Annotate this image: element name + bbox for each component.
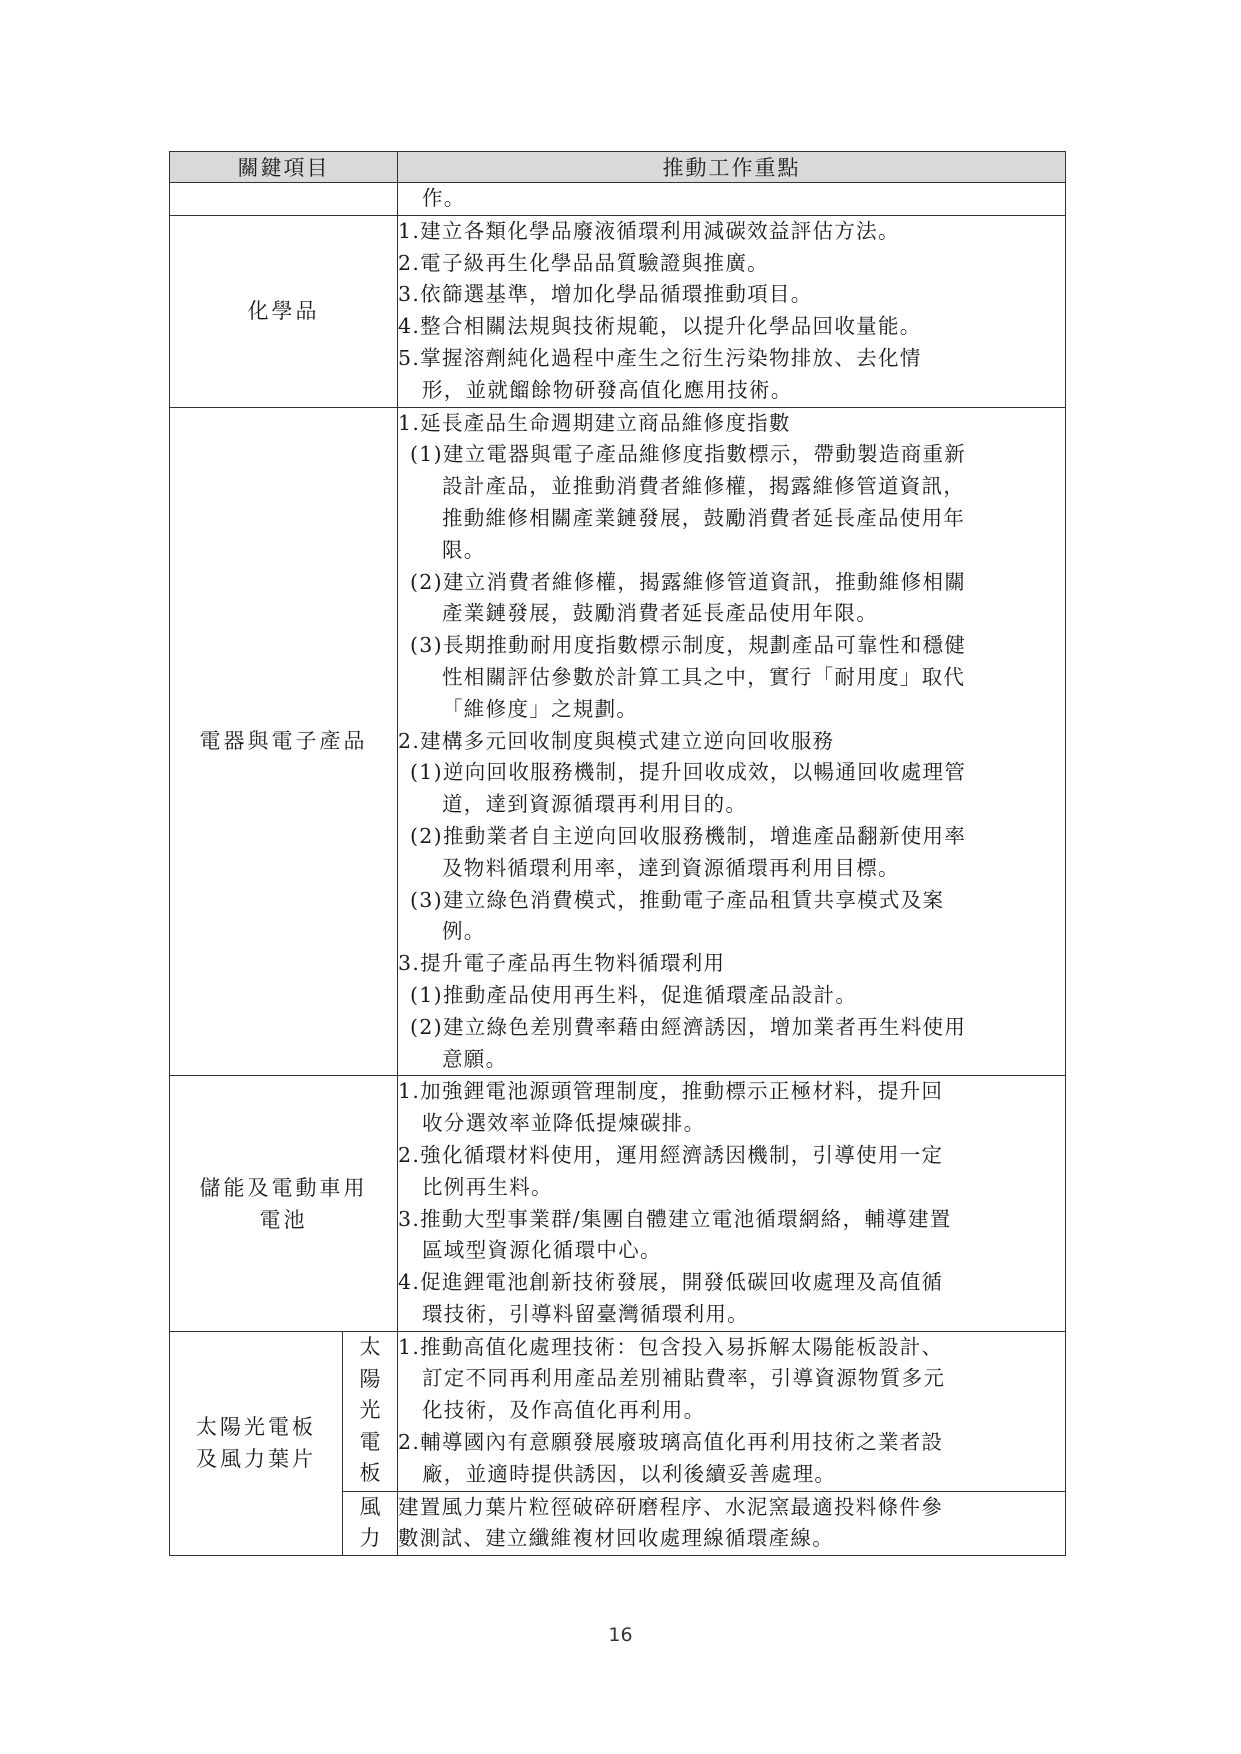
key-item-header: 關鍵項目 (170, 152, 398, 183)
content-line: (1)推動產品使用再生料，促進循環產品設計。 (410, 982, 858, 1007)
content-line: 作。 (422, 186, 466, 210)
content-line: (3)長期推動耐用度指數標示制度，規劃產品可靠性和穩健 (410, 633, 967, 658)
sub-item-cell-solar (343, 1331, 398, 1491)
sub-item-char: 板 (359, 1461, 381, 1486)
sub-item-char: 光 (359, 1398, 381, 1423)
content-line: 比例再生料。 (422, 1174, 553, 1199)
sub-item-char: 陽 (359, 1366, 381, 1391)
content-line: 例。 (442, 919, 486, 944)
content-line: (2)推動業者自主逆向回收服務機制，增進產品翻新使用率 (410, 823, 967, 848)
page-number: 16 (608, 1624, 633, 1646)
work-focus-cell (398, 183, 1066, 216)
key-item-cell: 電器與電子產品 (170, 407, 398, 1076)
content-line: 數測試、建立纖維複材回收處理線循環產線。 (398, 1526, 834, 1551)
work-table (169, 151, 1066, 1556)
content-line: 1.建立各類化學品廢液循環利用減碳效益評估方法。 (398, 218, 900, 243)
content-line: 道，達到資源循環再利用目的。 (442, 792, 748, 817)
content-line: 區域型資源化循環中心。 (422, 1238, 662, 1263)
work-focus-header: 推動工作重點 (398, 152, 1066, 183)
work-focus-cell (398, 1491, 1066, 1556)
content-line: (2)建立消費者維修權，揭露維修管道資訊，推動維修相關 (410, 569, 967, 594)
sub-item-char: 太 (359, 1335, 381, 1360)
content-line: 3.提升電子產品再生物料循環利用 (398, 951, 726, 976)
work-focus-cell (398, 1331, 1066, 1491)
content-line: 形，並就餾餘物研發高值化應用技術。 (422, 377, 793, 402)
content-line: 2.建構多元回收制度與模式建立逆向回收服務 (398, 728, 835, 753)
content-line: 2.強化循環材料使用，運用經濟誘因機制，引導使用一定 (398, 1142, 944, 1167)
table-row (170, 1331, 1066, 1491)
content-line: 環技術，引導料留臺灣循環利用。 (422, 1301, 749, 1326)
content-line: 5.掌握溶劑純化過程中產生之衍生污染物排放、去化情 (398, 345, 922, 370)
content-line: 廠，並適時提供誘因，以利後續妥善處理。 (422, 1461, 837, 1486)
content-line: 「維修度」之規劃。 (442, 696, 639, 721)
key-item-cell: 太陽光電板及風力葉片 (170, 1331, 343, 1556)
key-item-cell (170, 183, 398, 216)
table-header-row (170, 152, 1066, 183)
key-item-cell: 儲能及電動車用電池 (170, 1076, 398, 1331)
content-line: (3)建立綠色消費模式，推動電子產品租賃共享模式及案 (410, 887, 945, 912)
content-line: 訂定不同再利用產品差別補貼費率，引導資源物質多元 (422, 1366, 946, 1391)
sub-item-cell-wind (343, 1491, 398, 1556)
content-line: 1.延長產品生命週期建立商品維修度指數 (398, 410, 791, 435)
sub-item-char: 風 (359, 1494, 381, 1519)
content-line: (1)逆向回收服務機制，提升回收成效，以暢通回收處理管 (410, 760, 967, 785)
content-line: 3.推動大型事業群/集團自體建立電池循環網絡，輔導建置 (398, 1206, 952, 1231)
content-line: 建置風力葉片粒徑破碎研磨程序、水泥窯最適投料條件參 (398, 1494, 943, 1519)
content-line: (2)建立綠色差別費率藉由經濟誘因，增加業者再生料使用 (410, 1014, 967, 1039)
table-row (170, 1076, 1066, 1331)
content-line: 及物料循環利用率，達到資源循環再利用目標。 (442, 855, 900, 880)
content-line: 性相關評估參數於計算工具之中，實行「耐用度」取代 (442, 664, 966, 689)
work-focus-cell (398, 1076, 1066, 1331)
table-row (170, 215, 1066, 407)
content-line: 1.推動高值化處理技術：包含投入易拆解太陽能板設計、 (398, 1334, 944, 1359)
key-item-cell: 化學品 (170, 215, 398, 407)
content-line: 限。 (442, 537, 486, 562)
content-line: 設計產品，並推動消費者維修權，揭露維修管道資訊， (442, 474, 966, 499)
content-line: 1.加強鋰電池源頭管理制度，推動標示正極材料，提升回 (398, 1079, 944, 1104)
table-body (170, 183, 1066, 1556)
content-line: 化技術，及作高值化再利用。 (422, 1398, 706, 1423)
work-focus-cell (398, 215, 1066, 407)
work-focus-cell (398, 407, 1066, 1076)
content-line: 收分選效率並降低提煉碳排。 (422, 1111, 706, 1136)
content-line: 產業鏈發展，鼓勵消費者延長產品使用年限。 (442, 601, 878, 626)
content-line: (1)建立電器與電子產品維修度指數標示，帶動製造商重新 (410, 442, 967, 467)
content-line: 4.促進鋰電池創新技術發展，開發低碳回收處理及高值循 (398, 1270, 944, 1295)
content-line: 2.輔導國內有意願發展廢玻璃高值化再利用技術之業者設 (398, 1430, 944, 1455)
content-line: 2.電子級再生化學品品質驗證與推廣。 (398, 250, 769, 275)
table-row (170, 183, 1066, 216)
sub-item-char: 力 (359, 1526, 381, 1551)
table-row (170, 407, 1066, 1076)
content-line: 意願。 (442, 1046, 508, 1071)
content-line: 3.依篩選基準，增加化學品循環推動項目。 (398, 282, 813, 307)
content-line: 4.整合相關法規與技術規範，以提升化學品回收量能。 (398, 314, 922, 339)
sub-item-char: 電 (359, 1429, 381, 1454)
content-line: 推動維修相關產業鏈發展，鼓勵消費者延長產品使用年 (442, 505, 966, 530)
